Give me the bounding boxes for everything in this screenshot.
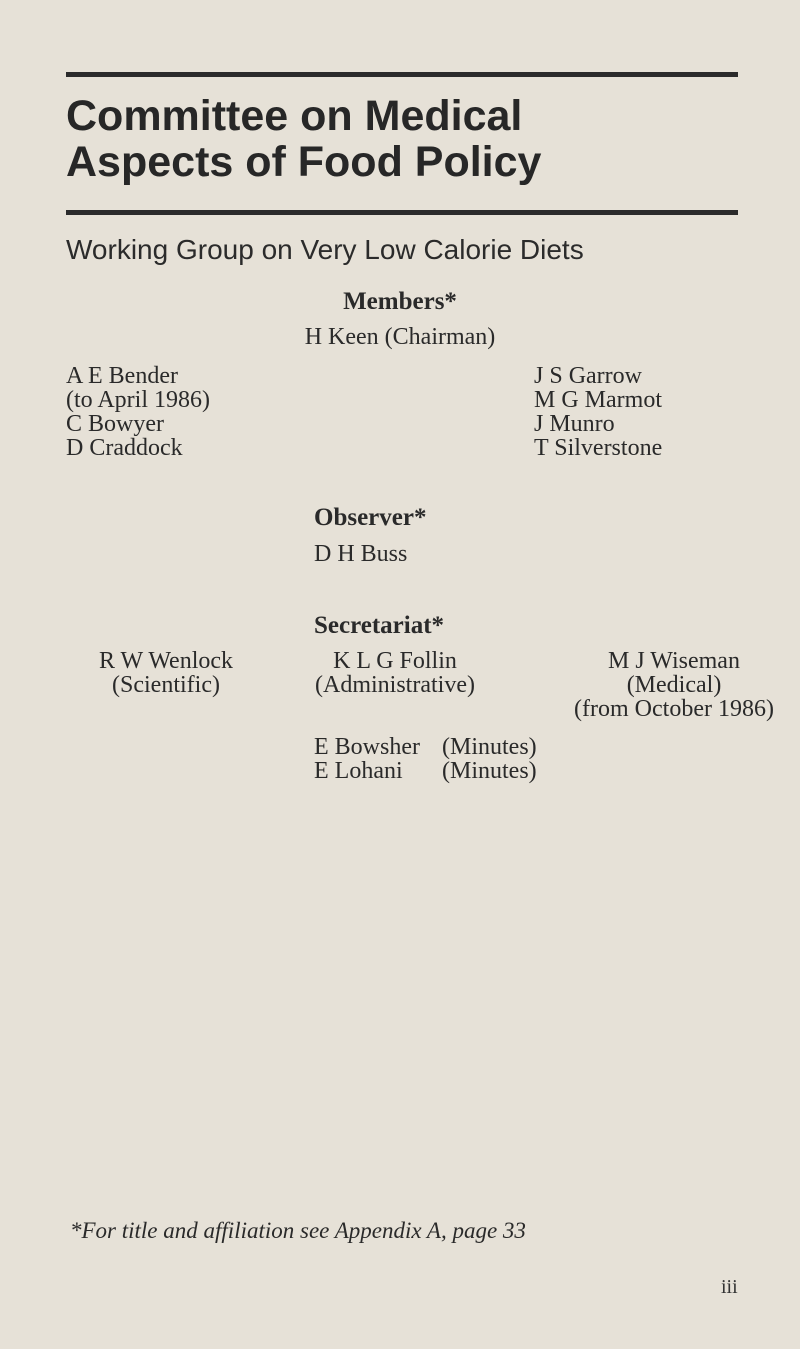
observer-heading: Observer*: [314, 504, 427, 531]
top-rule: [66, 72, 738, 77]
secretariat-administrative-role: (Administrative): [315, 672, 475, 698]
member-name: T Silverstone: [534, 435, 663, 461]
secretariat-scientific-role: (Scientific): [112, 672, 220, 698]
minutes-name: E Bowsher: [314, 734, 420, 760]
committee-title-line-2: Aspects of Food Policy: [66, 138, 542, 186]
member-name: C Bowyer: [66, 411, 164, 437]
secretariat-medical-role: (Medical): [626, 672, 722, 698]
chairman-name: H Keen (Chairman): [304, 324, 496, 350]
committee-title-line-1: Committee on Medical: [66, 92, 523, 140]
page-number: iii: [721, 1276, 738, 1298]
secretariat-medical-note: (from October 1986): [574, 696, 774, 722]
secretariat-medical-name: M J Wiseman: [608, 648, 740, 674]
minutes-role: (Minutes): [442, 758, 537, 784]
minutes-name: E Lohani: [314, 758, 403, 784]
secretariat-heading: Secretariat*: [314, 612, 445, 639]
member-name: M G Marmot: [534, 387, 662, 413]
footnote: *For title and affiliation see Appendix A, page 33: [70, 1218, 526, 1243]
secretariat-scientific-name: R W Wenlock: [98, 648, 234, 674]
working-group-title: Working Group on Very Low Calorie Diets: [66, 234, 584, 265]
member-note: (to April 1986): [66, 387, 210, 413]
member-name: A E Bender: [66, 363, 178, 389]
members-heading: Members*: [343, 288, 457, 315]
observer-name: D H Buss: [314, 541, 408, 567]
secretariat-administrative-name: K L G Follin: [333, 648, 457, 674]
bottom-rule: [66, 210, 738, 215]
minutes-role: (Minutes): [442, 734, 537, 760]
member-name: J Munro: [534, 411, 615, 437]
member-name: J S Garrow: [534, 363, 642, 389]
member-name: D Craddock: [66, 435, 183, 461]
